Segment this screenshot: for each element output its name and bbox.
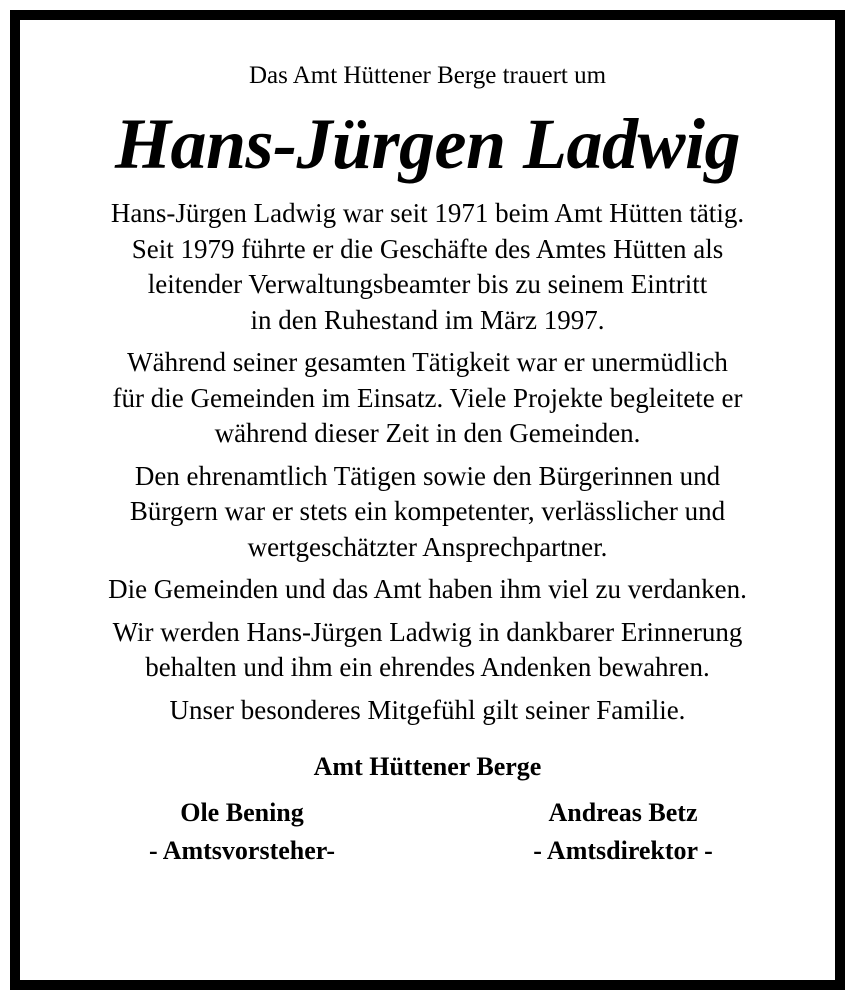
organization-name: Amt Hüttener Berge [313,752,542,781]
text-line: Bürgern war er stets ein kompetenter, verlässlicher und [129,496,726,526]
text-line: in den Ruhestand im März 1997. [250,304,605,335]
paragraph-commitment [20,345,835,452]
text-line: Den ehrenamtlich Tätigen sowie den Bürgerinnen und [134,460,721,491]
text-line: Wir werden Hans-Jürgen Ladwig in dankbarer Erinnerung [112,616,743,647]
text-line: behalten und ihm ein ehrendes Andenken bewahren. [145,652,710,682]
text-line: wertgeschätzter Ansprechpartner. [247,531,608,562]
text-line: Unser besonderes Mitgefühl gilt seiner Familie. [169,694,686,725]
signatories [20,794,835,874]
signer-name: Ole Bening [180,798,304,827]
notice-body [20,196,835,728]
obituary-notice [10,10,845,990]
text-line: Hans-Jürgen Ladwig war seit 1971 beim Amt Hütten tätig. [110,198,745,228]
signer-name: Andreas Betz [548,798,698,827]
intro-line: Das Amt Hüttener Berge trauert um [248,62,607,89]
signer-role: - Amtsdirektor - [533,836,713,865]
paragraph-remembrance [20,615,835,686]
deceased-name: Hans-Jürgen Ladwig [114,104,741,184]
text-line: Seit 1979 führte er die Geschäfte des Amtes Hütten als [131,233,724,264]
paragraph-volunteers [20,459,835,566]
text-line: Die Gemeinden und das Amt haben ihm viel zu verdanken. [108,574,747,604]
text-line: Während seiner gesamten Tätigkeit war er unermüdlich [127,347,728,377]
paragraph-gratitude [20,572,835,608]
signer-role: - Amtsvorsteher- [148,836,336,865]
paragraph-condolence [20,693,835,729]
text-line: leitender Verwaltungsbeamter bis zu seinem Eintritt [147,269,708,299]
signer-left [82,794,402,870]
text-line: für die Gemeinden im Einsatz. Viele Projekte begleitete er [112,382,743,413]
paragraph-career [20,196,835,338]
signer-right [463,794,783,870]
text-line: während dieser Zeit in den Gemeinden. [214,418,641,448]
